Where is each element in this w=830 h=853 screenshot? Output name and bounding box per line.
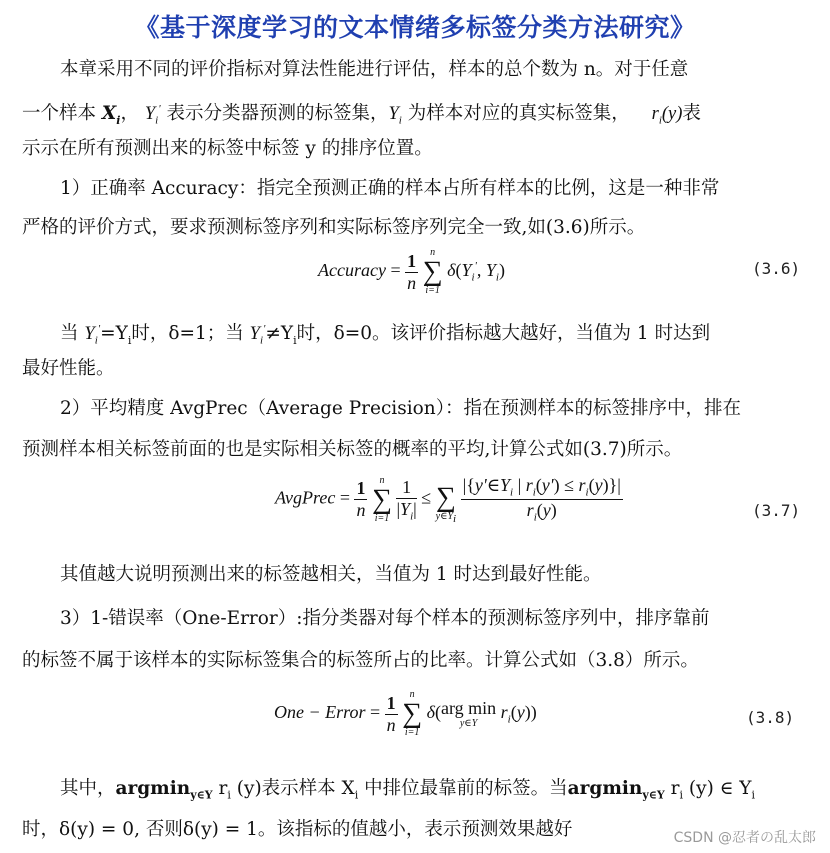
s2-line-2: 预测样本相关标签前面的也是实际相关标签的概率的平均,计算公式如(3.7)所示。	[22, 439, 683, 460]
accuracy-formula: Accuracy = $\frac{1}{n}$ n ∑ i=1 $\delta(Y_i'$, $Y_i$)	[318, 247, 505, 296]
s3-line-2: 的标签不属于该样本的实际标签集合的标签所占的比率。计算公式如（3.8）所示。	[22, 650, 699, 671]
s1-line-1: 1）正确率 Accuracy：指完全预测正确的样本占所有样本的比例，这是一种非常	[60, 178, 720, 199]
one-error-formula: One − Error = $\frac{1}{n}$ n ∑ i=1 δ( arg min y∈Y $r_i(y)$)	[274, 689, 537, 738]
intro-line-2: 一个样本 $X_i$， $Y_i'$ 表示分类器预测的标签集，$Y_i$ 为样本对应的真实标签集， $r_i(y)$表	[22, 103, 701, 127]
s1-line-2: 严格的评价方式，要求预测标签序列和实际标签序列完全一致,如(3.6)所示。	[22, 217, 646, 238]
eq-number-3-8: (3.8)	[746, 708, 795, 727]
eq-number-3-7: (3.7)	[752, 501, 801, 520]
s2-line-1: 2）平均精度 AvgPrec（Average Precision）：指在预测样本的标签排序中，排在	[60, 398, 741, 419]
s1-after-line-2: 最好性能。	[22, 358, 115, 379]
eq-number-3-6: (3.6)	[752, 259, 801, 278]
s3-after-line-2: 时，δ(y) = 0, 否则δ(y) = 1。该指标的值越小，表示预测效果越好	[22, 819, 573, 840]
intro-line-3: 示示在所有预测出来的标签中标签 y 的排序位置。	[22, 138, 433, 159]
s3-after-line-1: 其中，argmin$_{y\in Y}$ $r_i$ (y)表示样本 $X_i$ 中排位最靠前的标签。当argmin$_{y\in Y}$ $r_i$ (y) ∈ $Y_i$	[60, 778, 756, 802]
avgprec-formula: AvgPrec = $\frac{1}{n}$ n ∑ i=1 $\frac{1}{|Y_i|}$ ≤ ∑ $y\in Y_i$ $\frac{|\{y'\in Y_i | r_i(y') \le r_i(y)\}|}{r_i(y)}$	[275, 474, 621, 525]
csdn-watermark: CSDN @忍者の乱太郎	[673, 830, 816, 846]
s3-line-1: 3）1-错误率（One-Error）:指分类器对每个样本的预测标签序列中，排序靠前	[60, 608, 710, 629]
intro-line-1: 本章采用不同的评价指标对算法性能进行评估，样本的总个数为 n。对于任意	[60, 59, 689, 80]
s2-after: 其值越大说明预测出来的标签越相关，当值为 1 时达到最好性能。	[60, 564, 602, 585]
s1-after-line-1: 当 $Y_i'=Y_i$时，δ=1；当 $Y_i'\ne Y_i$时，δ=0。该评价指标越大越好，当值为 1 时达到	[60, 323, 711, 347]
paper-title: 《基于深度学习的文本情绪多标签分类方法研究》	[134, 13, 696, 42]
